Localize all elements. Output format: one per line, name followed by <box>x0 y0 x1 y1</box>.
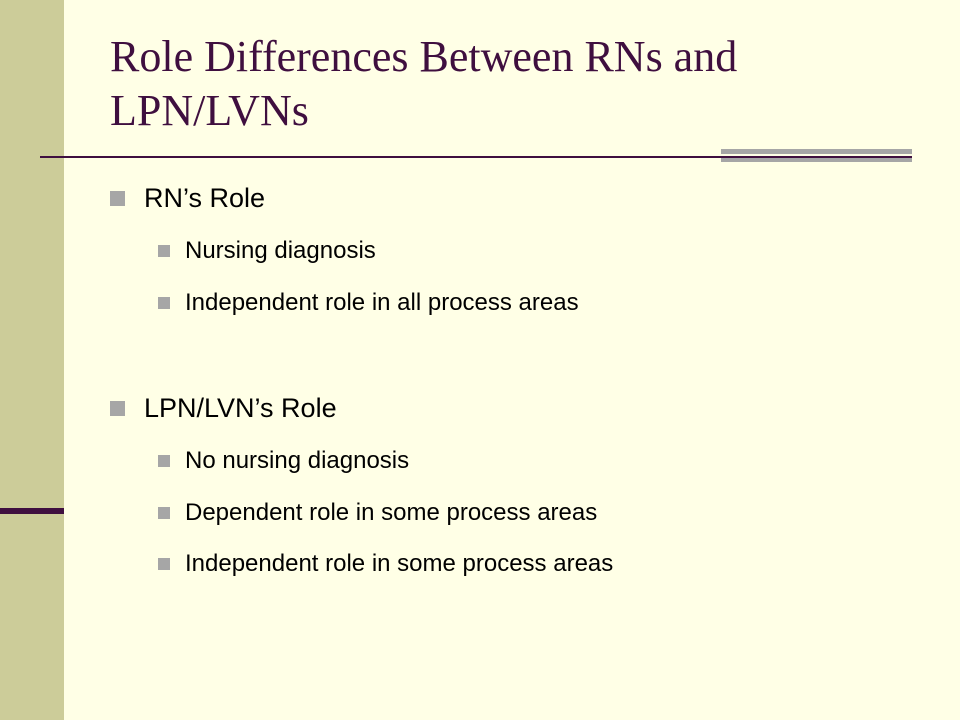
square-bullet-icon <box>158 507 170 519</box>
slide-title: Role Differences Between RNs and LPN/LVNs <box>110 32 738 135</box>
list-item <box>158 546 613 582</box>
list-item-label: No nursing diagnosis <box>185 447 410 474</box>
square-bullet-icon <box>110 191 125 206</box>
list-item <box>158 443 409 479</box>
section-heading-lpn <box>110 388 337 428</box>
list-item-label: Dependent role in some process areas <box>185 499 598 526</box>
square-bullet-icon <box>158 455 170 467</box>
section-heading-label: RN’s Role <box>144 182 266 213</box>
list-item <box>158 285 579 321</box>
list-item-label: Independent role in all process areas <box>185 289 579 316</box>
section-heading-rn <box>110 178 265 218</box>
square-bullet-icon <box>110 401 125 416</box>
list-item-label: Nursing diagnosis <box>185 237 376 264</box>
section-heading-label: LPN/LVN’s Role <box>144 392 337 423</box>
list-item-label: Independent role in some process areas <box>185 550 614 577</box>
list-item <box>158 233 376 269</box>
square-bullet-icon <box>158 558 170 570</box>
list-item <box>158 495 597 531</box>
square-bullet-icon <box>158 245 170 257</box>
square-bullet-icon <box>158 297 170 309</box>
